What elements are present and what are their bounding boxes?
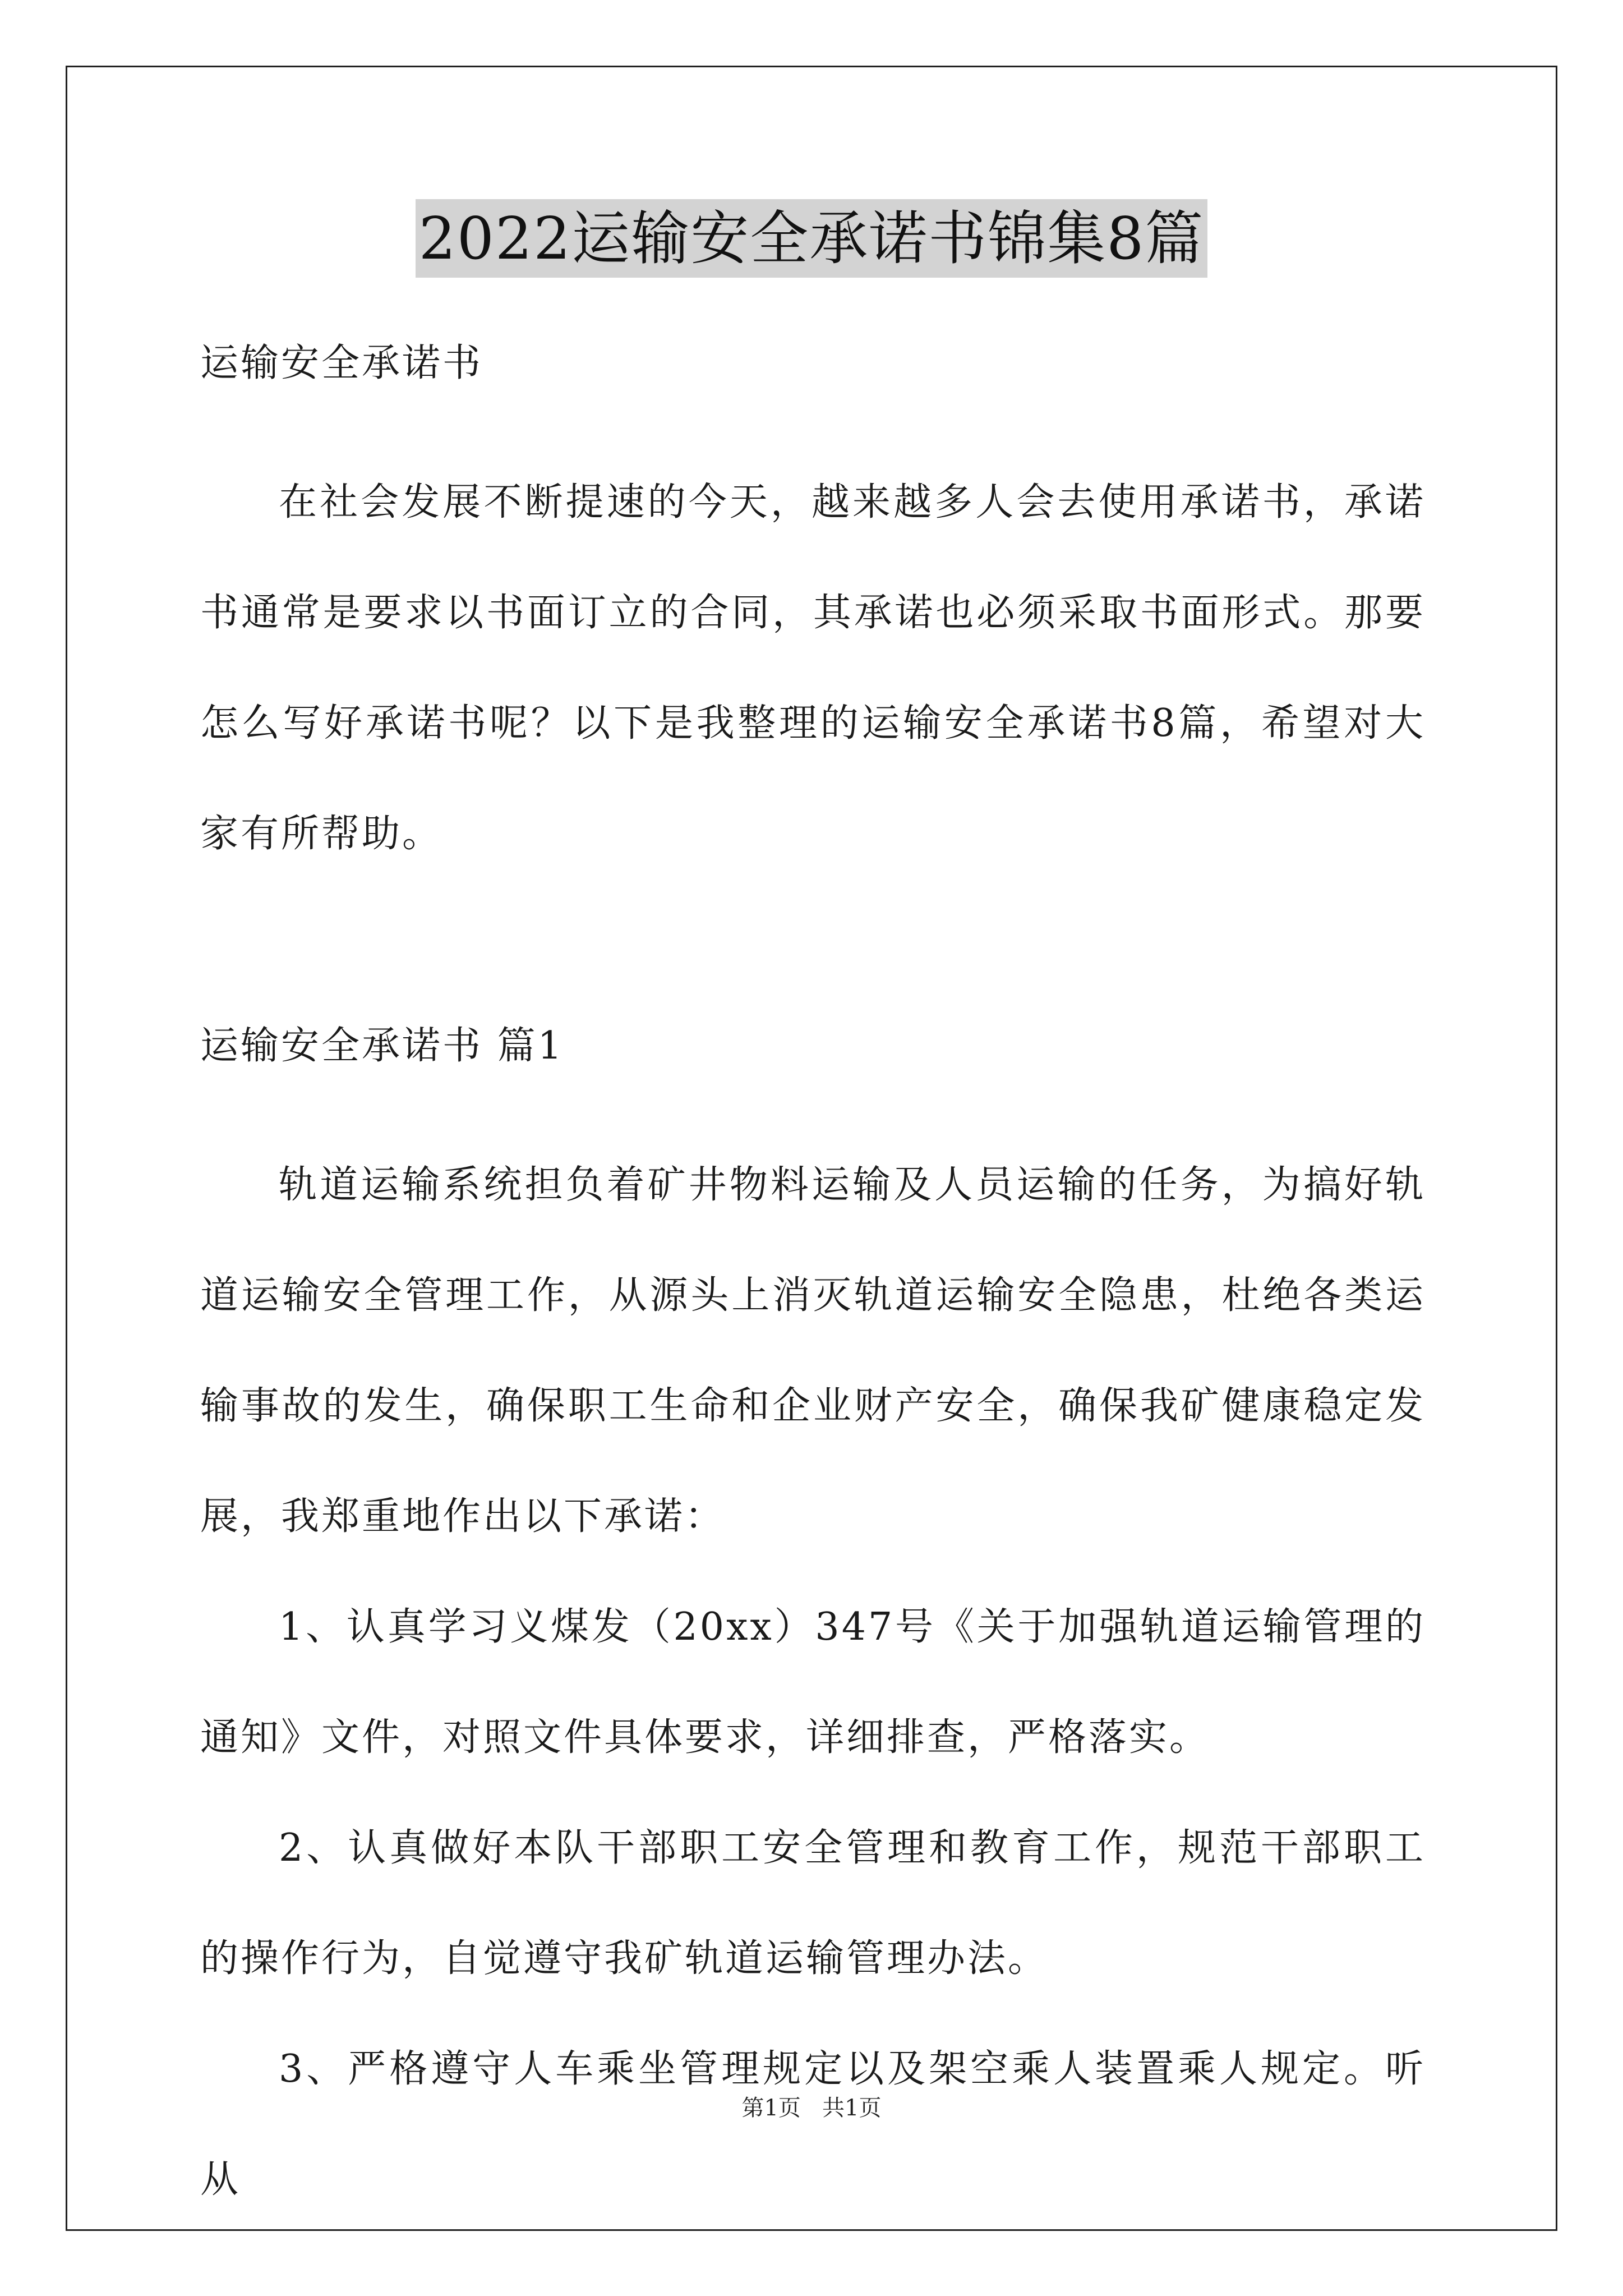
- intro-heading: 运输安全承诺书: [200, 341, 483, 385]
- page-number-footer: 第1页 共1页: [741, 2095, 882, 2121]
- body-paragraph: 1、认真学习义煤发（20xx）347号《关于加强轨道运输管理的通知》文件，对照文件具体要求，详细排查，严格落实。: [200, 1605, 1426, 1760]
- document-title: 2022运输安全承诺书锦集8篇: [416, 199, 1208, 278]
- body-paragraph: 轨道运输系统担负着矿井物料运输及人员运输的任务，为搞好轨道运输安全管理工作，从源头上消灭轨道运输安全隐患，杜绝各类运输事故的发生，确保职工生命和企业财产安全，确保我矿健康稳定发展，我郑重地作出以下承诺：: [200, 1163, 1426, 1539]
- document-body: [200, 337, 1426, 2235]
- title-container: [0, 199, 1623, 278]
- intro-paragraph: 在社会发展不断提速的今天，越来越多人会去使用承诺书，承诺书通常是要求以书面订立的合同，其承诺也必须采取书面形式。那要怎么写好承诺书呢？以下是我整理的运输安全承诺书8篇，希望对大家有所帮助。: [200, 480, 1426, 856]
- body-paragraph: 2、认真做好本队干部职工安全管理和教育工作，规范干部职工的操作行为，自觉遵守我矿轨道运输管理办法。: [200, 1826, 1426, 1981]
- body-paragraph: 3、严格遵守人车乘坐管理规定以及架空乘人装置乘人规定。听从: [200, 2047, 1426, 2202]
- section-heading: 运输安全承诺书 篇1: [200, 1024, 564, 1068]
